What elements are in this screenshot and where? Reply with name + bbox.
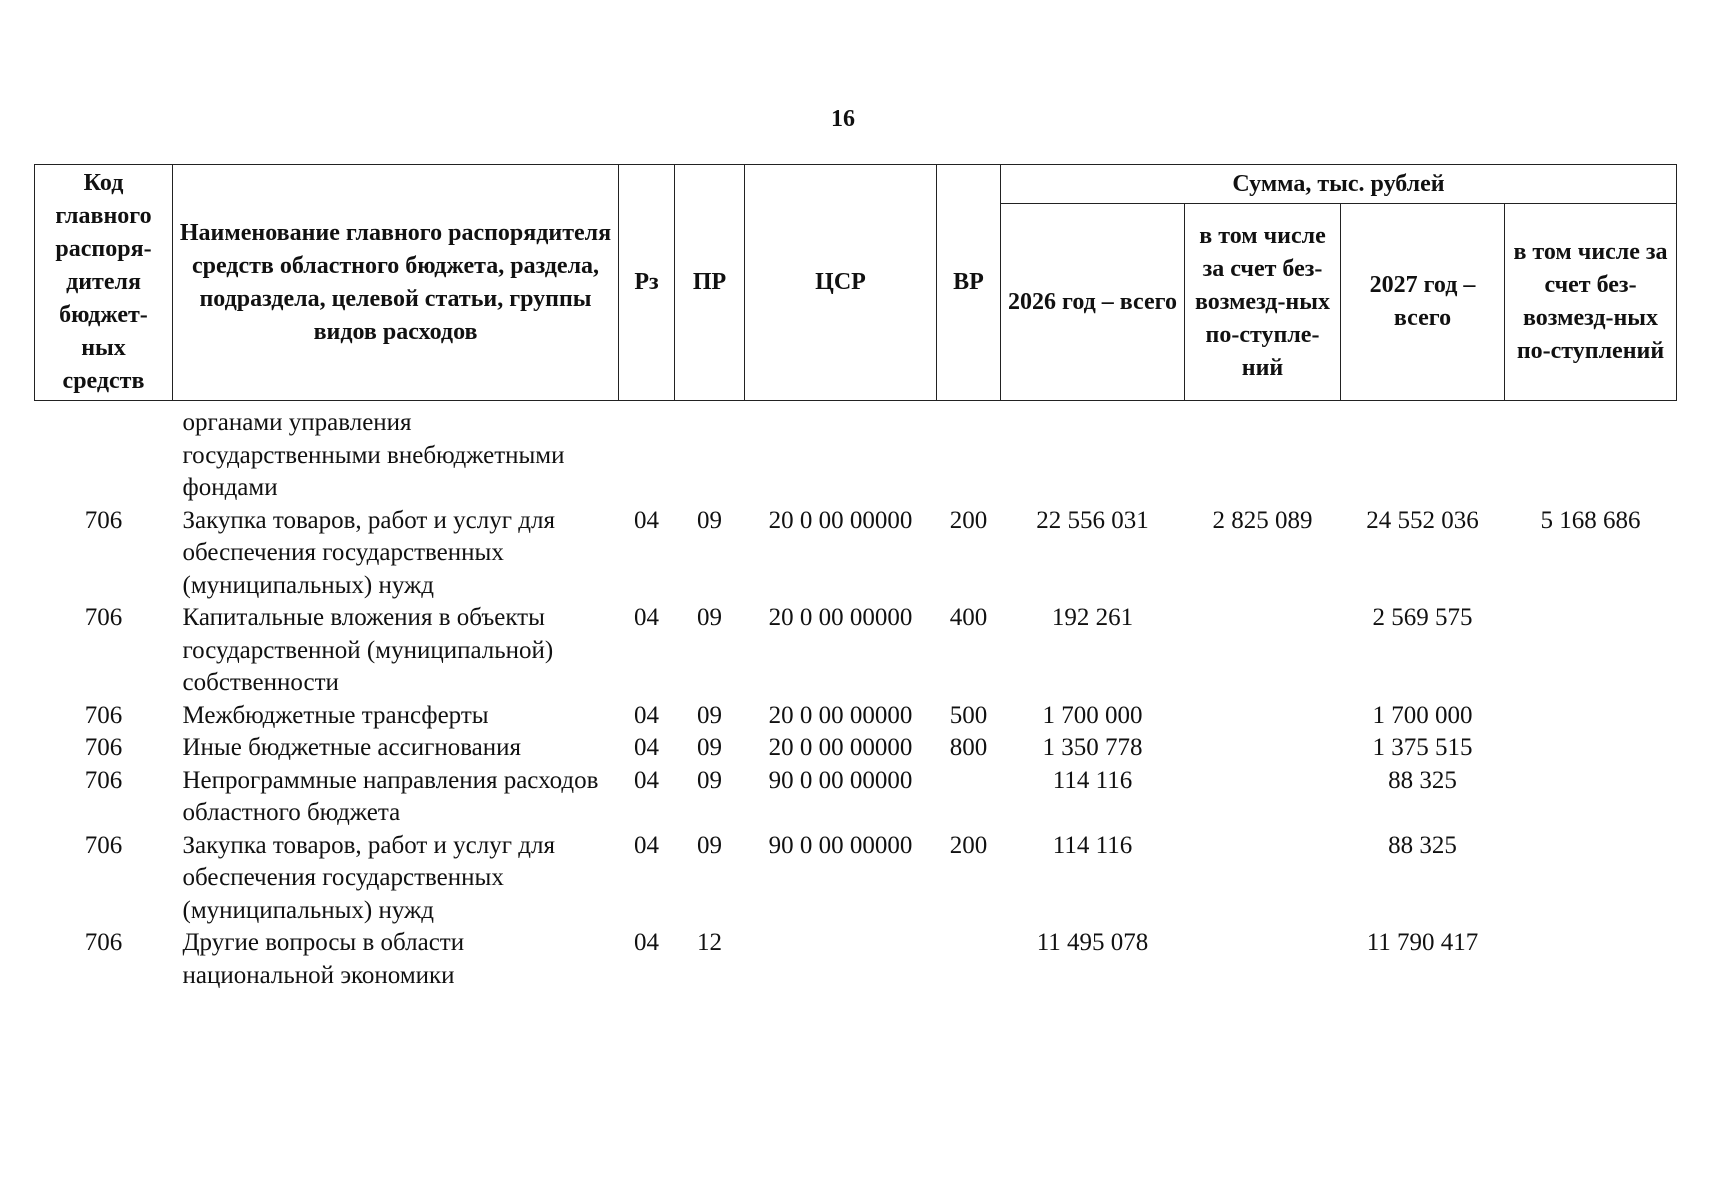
cell-name: Закупка товаров, работ и услуг для обеспечения государственных (муниципальных) нужд (182, 506, 555, 599)
cell-code: 706 (84, 831, 123, 859)
cell-vr: 200 (949, 831, 988, 859)
cell-2026-total: 22 556 031 (1036, 506, 1149, 534)
cell-2027-grants: 5 168 686 (1540, 506, 1641, 534)
cell-csr: 20 0 00 00000 (768, 734, 913, 761)
cell-2026-grants (1185, 830, 1341, 928)
page-number: 16 (831, 106, 855, 132)
cell-csr: 90 0 00 00000 (768, 766, 913, 794)
table-row (35, 830, 1677, 928)
cell-code (35, 401, 173, 505)
cell-vr: 500 (949, 701, 988, 729)
cell-pr (675, 401, 745, 505)
cell-2027-grants (1505, 700, 1677, 733)
cell-csr: 90 0 00 00000 (768, 831, 913, 859)
cell-csr: 20 0 00 00000 (768, 701, 913, 729)
table-row (35, 765, 1677, 830)
header-2026-total: 2026 год – всего (1001, 204, 1185, 401)
cell-vr: 800 (949, 734, 988, 761)
cell-pr: 09 (697, 604, 722, 631)
cell-2027-grants (1505, 927, 1677, 992)
header-pr: ПР (675, 165, 745, 401)
cell-2027-grants (1505, 830, 1677, 928)
header-sum-group: Сумма, тыс. рублей (1001, 165, 1677, 204)
cell-2026-grants (1185, 700, 1341, 733)
table-row (35, 401, 1677, 505)
cell-code: 706 (84, 929, 123, 956)
cell-rz: 04 (634, 506, 659, 534)
cell-2026-total: 11 495 078 (1036, 929, 1149, 956)
cell-csr: 20 0 00 00000 (768, 604, 913, 631)
header-2027-grants: в том числе за счет без-возмезд-ных по-ступлений (1505, 204, 1677, 401)
cell-pr: 09 (697, 701, 722, 729)
header-rz: Рз (619, 165, 675, 401)
cell-rz: 04 (634, 766, 659, 794)
cell-pr: 12 (697, 929, 722, 956)
cell-2027-total: 1 375 515 (1372, 734, 1473, 761)
header-2027-total: 2027 год – всего (1341, 204, 1505, 401)
cell-2026-grants (1185, 602, 1341, 700)
cell-csr: 20 0 00 00000 (768, 506, 913, 534)
cell-rz: 04 (634, 929, 659, 956)
cell-rz: 04 (634, 604, 659, 631)
header-csr: ЦСР (745, 165, 937, 401)
cell-2026-total: 192 261 (1051, 604, 1134, 631)
cell-2026-total (1001, 401, 1185, 505)
cell-vr: 400 (949, 604, 988, 631)
cell-2026-total: 1 700 000 (1042, 701, 1143, 729)
cell-2026-grants (1185, 927, 1341, 992)
cell-2027-total (1341, 401, 1505, 505)
cell-rz: 04 (634, 831, 659, 859)
cell-2026-grants: 2 825 089 (1212, 506, 1313, 534)
table-row (35, 602, 1677, 700)
cell-code: 706 (84, 506, 123, 534)
cell-2027-grants (1505, 602, 1677, 700)
table-row (35, 732, 1677, 765)
cell-vr (937, 927, 1001, 992)
cell-vr (937, 401, 1001, 505)
cell-2027-total: 2 569 575 (1372, 604, 1473, 631)
table-row (35, 927, 1677, 992)
cell-2027-grants (1505, 732, 1677, 765)
cell-2027-grants (1505, 765, 1677, 830)
table-row (35, 700, 1677, 733)
cell-2026-total: 1 350 778 (1042, 734, 1143, 761)
cell-code: 706 (84, 604, 123, 631)
budget-table (34, 164, 1677, 992)
cell-csr (745, 927, 937, 992)
cell-code: 706 (84, 766, 123, 794)
cell-vr (937, 765, 1001, 830)
cell-name: Закупка товаров, работ и услуг для обеспечения государственных (муниципальных) нужд (182, 831, 555, 924)
cell-code: 706 (84, 734, 123, 761)
cell-2026-total: 114 116 (1052, 831, 1133, 859)
cell-2027-total: 1 700 000 (1372, 701, 1473, 729)
cell-pr: 09 (697, 506, 722, 534)
cell-2026-grants (1185, 732, 1341, 765)
header-2026-grants: в том числе за счет без-возмезд-ных по-ступле-ний (1185, 204, 1341, 401)
cell-code: 706 (84, 701, 123, 729)
cell-2027-grants (1505, 401, 1677, 505)
cell-2026-grants (1185, 401, 1341, 505)
cell-name: Непрограммные направления расходов областного бюджета (182, 766, 599, 826)
cell-pr: 09 (697, 766, 722, 794)
cell-2027-total: 24 552 036 (1366, 506, 1479, 534)
cell-2027-total: 88 325 (1388, 766, 1457, 794)
cell-vr: 200 (949, 506, 988, 534)
header-name: Наименование главного распорядителя средств областного бюджета, раздела, подраздела, целевой статьи, группы видов расходов (173, 165, 619, 401)
cell-name: Капитальные вложения в объекты государственной (муниципальной) собственности (182, 604, 554, 696)
cell-name: органами управления государственными внебюджетными фондами (182, 409, 565, 501)
cell-name: Другие вопросы в области национальной экономики (182, 929, 465, 989)
cell-2027-total: 88 325 (1388, 831, 1457, 859)
cell-pr: 09 (697, 831, 722, 859)
cell-name: Межбюджетные трансферты (182, 701, 489, 729)
cell-csr (745, 401, 937, 505)
cell-2026-total: 114 116 (1052, 766, 1133, 794)
header-vr: ВР (937, 165, 1001, 401)
table-row (35, 505, 1677, 603)
cell-rz: 04 (634, 701, 659, 729)
cell-name: Иные бюджетные ассигнования (182, 734, 522, 761)
cell-2026-grants (1185, 765, 1341, 830)
cell-pr: 09 (697, 734, 722, 761)
cell-2027-total: 11 790 417 (1366, 929, 1479, 956)
cell-rz: 04 (634, 734, 659, 761)
cell-rz (619, 401, 675, 505)
header-code: Код главного распоря-дителя бюджет-ных средств (35, 165, 173, 401)
